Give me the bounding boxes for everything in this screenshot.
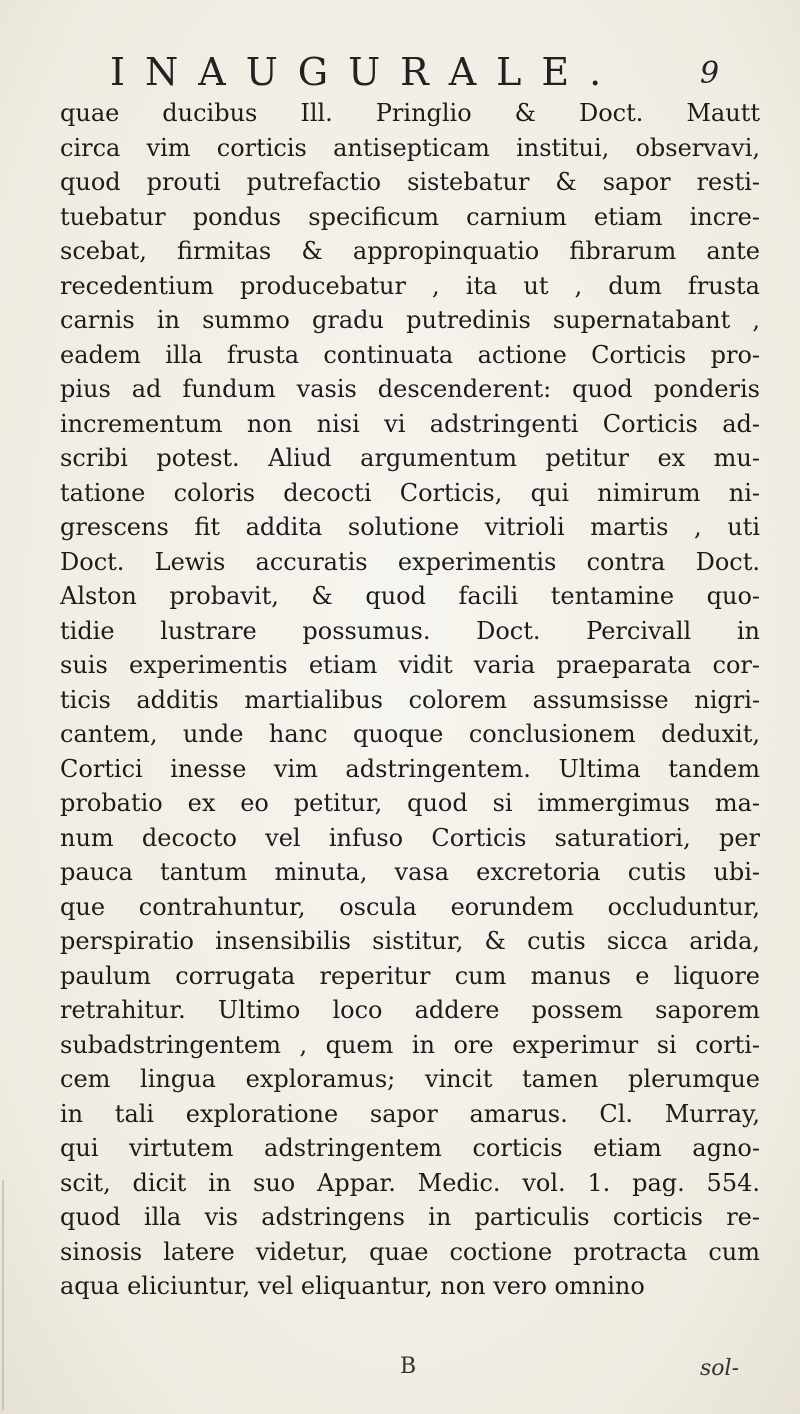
page-edge-shadow [2, 1180, 4, 1410]
text-line: qui virtutem adstringentem corticis etiam agno- [60, 1134, 760, 1162]
page-number: 9 [700, 56, 720, 91]
text-line: recedentium producebatur , ita ut , dum frusta [60, 271, 760, 300]
text-line: tuebatur pondus specificum carnium etiam incre- [60, 202, 760, 231]
text-line: retrahitur. Ultimo loco addere possem saporem [60, 996, 760, 1024]
catchword: sol- [700, 1356, 740, 1381]
text-line: probatio ex eo petitur, quod si immergimus ma- [60, 789, 760, 817]
text-line: tatione coloris decocti Corticis, qui nimirum ni- [60, 478, 760, 507]
text-line: carnis in summo gradu putredinis supernatabant , [60, 306, 760, 334]
text-line: Doct. Lewis accuratis experimentis contra Doct. [60, 547, 760, 576]
signature-mark: B [400, 1354, 417, 1379]
text-line: in tali exploratione sapor amarus. Cl. Murray, [60, 1099, 760, 1128]
text-line: scribi potest. Aliud argumentum petitur ex mu- [60, 444, 760, 472]
running-title: INAUGURALE. [110, 50, 622, 94]
text-line: sinosis latere videtur, quae coctione protracta cum [60, 1237, 760, 1266]
text-line: ticis additis martialibus colorem assumsisse nigri- [60, 685, 760, 714]
text-line: pius ad fundum vasis descenderent: quod ponderis [60, 375, 760, 403]
text-line: Alston probavit, & quod facili tentamine quo- [60, 582, 760, 610]
text-line: paulum corrugata reperitur cum manus e liquore [60, 961, 760, 990]
text-line: scit, dicit in suo Appar. Medic. vol. 1. pag. 554. [60, 1168, 760, 1197]
text-line: aqua eliciuntur, vel eliquantur, non vero omnino [60, 1272, 645, 1300]
text-line: num decocto vel infuso Corticis saturatiori, per [60, 823, 760, 852]
text-line: cem lingua exploramus; vincit tamen plerumque [60, 1065, 760, 1093]
body-text [60, 96, 760, 1304]
text-line: que contrahuntur, oscula eorundem occluduntur, [60, 892, 760, 921]
text-line: quae ducibus Ill. Pringlio & Doct. Mautt [60, 99, 760, 127]
text-line: subadstringentem , quem in ore experimur si corti- [60, 1030, 760, 1059]
text-line: suis experimentis etiam vidit varia praeparata cor- [60, 651, 760, 679]
text-line: cantem, unde hanc quoque conclusionem deduxit, [60, 720, 760, 748]
text-line: quod prouti putrefactio sistebatur & sapor resti- [60, 168, 760, 196]
text-line: tidie lustrare possumus. Doct. Percivall in [60, 616, 760, 645]
text-line: Cortici inesse vim adstringentem. Ultima tandem [60, 754, 760, 783]
text-line: scebat, firmitas & appropinquatio fibrarum ante [60, 237, 760, 265]
text-line: grescens fit addita solutione vitrioli martis , uti [60, 513, 760, 541]
text-line: pauca tantum minuta, vasa excretoria cutis ubi- [60, 858, 760, 886]
text-line: perspiratio insensibilis sistitur, & cutis sicca arida, [60, 927, 760, 955]
text-line: quod illa vis adstringens in particulis corticis re- [60, 1203, 760, 1231]
text-line: circa vim corticis antisepticam institui, observavi, [60, 133, 760, 162]
text-line: incrementum non nisi vi adstringenti Corticis ad- [60, 409, 760, 438]
text-line: eadem illa frusta continuata actione Corticis pro- [60, 340, 760, 369]
